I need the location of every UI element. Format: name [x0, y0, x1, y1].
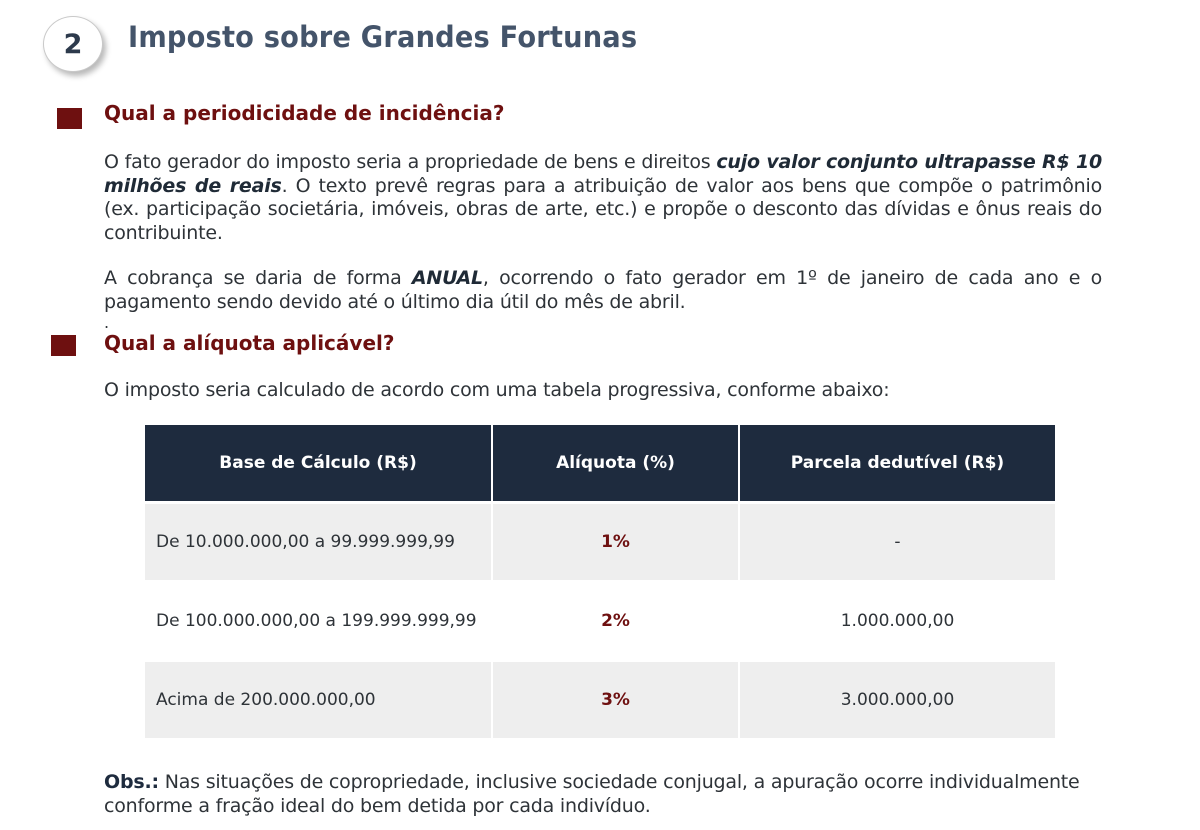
- header-deduction: Parcela dedutível (R$): [739, 425, 1055, 503]
- cell-deduction: -: [739, 503, 1055, 582]
- cell-base: Acima de 200.000.000,00: [145, 661, 492, 739]
- stray-dot: .: [104, 313, 110, 332]
- section-number-badge: [43, 16, 103, 72]
- paragraph-emphasis: cujo valor conjunto ultrapasse R$ 10 milhões de reais: [104, 151, 1103, 197]
- paragraph-text: , ocorrendo o fato gerador em 1º de janeiro de cada ano e o pagamento sendo devido até o último dia útil do mês de abril.: [104, 267, 1102, 313]
- header-rate: Alíquota (%): [492, 425, 739, 503]
- header-base: Base de Cálculo (R$): [145, 425, 492, 503]
- paragraph-cobranca: [104, 267, 1102, 314]
- obs-text: Nas situações de copropriedade, inclusive sociedade conjugal, a apuração ocorre individualmente conforme a fração ideal do bem detida por cada indivíduo.: [104, 771, 1080, 817]
- table-header-row: [145, 425, 1055, 503]
- paragraph-emphasis: ANUAL: [411, 267, 483, 289]
- bullet-square-icon: [57, 108, 82, 129]
- cell-base: De 100.000.000,00 a 199.999.999,99: [145, 582, 492, 661]
- paragraph-text: O fato gerador do imposto seria a propriedade de bens e direitos: [104, 151, 717, 173]
- cell-rate: 2%: [492, 582, 739, 661]
- obs-label: Obs.:: [104, 771, 159, 793]
- bullet-square-icon: [51, 335, 76, 356]
- section-question-periodicity: Qual a periodicidade de incidência?: [104, 101, 505, 125]
- section-question-rate: Qual a alíquota aplicável?: [104, 331, 395, 355]
- observation-note: [104, 770, 1104, 818]
- cell-rate: 3%: [492, 661, 739, 739]
- progressive-rate-table: [145, 425, 1055, 738]
- table-row: [145, 503, 1055, 582]
- paragraph-fato-gerador: [104, 151, 1102, 245]
- paragraph-text: . O texto prevê regras para a atribuição de valor aos bens que compõe o patrimônio (ex. participação societária, imóveis, obras de arte, etc.) e propõe o desconto das dívidas e ônus reais do contribuinte.: [104, 174, 1103, 244]
- paragraph-text: A cobrança se daria de forma: [104, 267, 412, 289]
- cell-deduction: 1.000.000,00: [739, 582, 1055, 661]
- section-number: 2: [63, 28, 83, 60]
- page-title: Imposto sobre Grandes Fortunas: [128, 20, 638, 54]
- cell-deduction: 3.000.000,00: [739, 661, 1055, 739]
- cell-rate: 1%: [492, 503, 739, 582]
- table-row: [145, 582, 1055, 661]
- table-row: [145, 661, 1055, 739]
- paragraph-table-intro: O imposto seria calculado de acordo com uma tabela progressiva, conforme abaixo:: [104, 379, 890, 401]
- cell-base: De 10.000.000,00 a 99.999.999,99: [145, 503, 492, 582]
